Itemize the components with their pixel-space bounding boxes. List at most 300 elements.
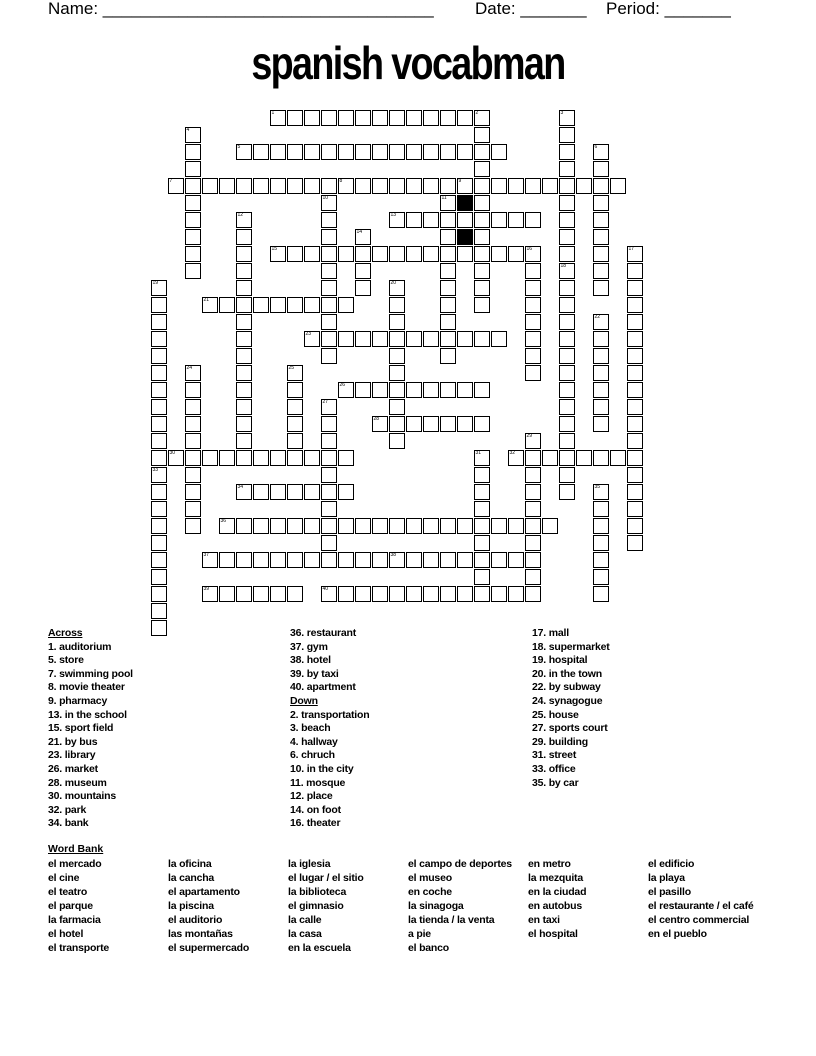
crossword-cell[interactable] <box>321 586 337 602</box>
crossword-cell[interactable] <box>151 314 167 330</box>
crossword-cell[interactable] <box>185 212 201 228</box>
crossword-cell[interactable] <box>406 178 422 194</box>
crossword-cell[interactable] <box>406 552 422 568</box>
crossword-cell[interactable] <box>525 178 541 194</box>
crossword-cell[interactable] <box>253 484 269 500</box>
crossword-cell[interactable] <box>287 484 303 500</box>
crossword-cell[interactable] <box>151 433 167 449</box>
crossword-cell[interactable] <box>559 382 575 398</box>
crossword-cell[interactable] <box>559 127 575 143</box>
crossword-cell[interactable] <box>185 229 201 245</box>
crossword-cell[interactable] <box>559 365 575 381</box>
crossword-cell[interactable] <box>355 246 371 262</box>
crossword-cell[interactable] <box>474 518 490 534</box>
crossword-cell[interactable] <box>389 416 405 432</box>
crossword-cell[interactable] <box>321 399 337 415</box>
crossword-cell[interactable] <box>236 484 252 500</box>
crossword-cell[interactable] <box>389 246 405 262</box>
crossword-cell[interactable] <box>321 110 337 126</box>
crossword-cell[interactable] <box>321 314 337 330</box>
crossword-cell[interactable] <box>219 297 235 313</box>
crossword-cell[interactable] <box>423 586 439 602</box>
crossword-cell[interactable] <box>338 297 354 313</box>
crossword-cell[interactable] <box>423 212 439 228</box>
crossword-cell[interactable] <box>321 467 337 483</box>
crossword-cell[interactable] <box>253 297 269 313</box>
crossword-cell[interactable] <box>236 399 252 415</box>
crossword-cell[interactable] <box>151 331 167 347</box>
crossword-cell[interactable] <box>236 382 252 398</box>
crossword-cell[interactable] <box>236 416 252 432</box>
crossword-cell[interactable] <box>593 280 609 296</box>
crossword-cell[interactable] <box>168 178 184 194</box>
crossword-cell[interactable] <box>593 212 609 228</box>
crossword-cell[interactable] <box>610 450 626 466</box>
crossword-cell[interactable] <box>355 552 371 568</box>
crossword-cell[interactable] <box>440 297 456 313</box>
crossword-cell[interactable] <box>593 348 609 364</box>
crossword-cell[interactable] <box>219 178 235 194</box>
crossword-cell[interactable] <box>508 450 524 466</box>
crossword-cell[interactable] <box>474 586 490 602</box>
crossword-cell[interactable] <box>440 246 456 262</box>
crossword-cell[interactable] <box>440 110 456 126</box>
crossword-cell[interactable] <box>321 280 337 296</box>
crossword-cell[interactable] <box>304 331 320 347</box>
date-field-label[interactable]: Date: _______ <box>475 0 587 18</box>
crossword-cell[interactable] <box>508 552 524 568</box>
crossword-cell[interactable] <box>457 246 473 262</box>
crossword-cell[interactable] <box>287 518 303 534</box>
crossword-cell[interactable] <box>440 314 456 330</box>
crossword-cell[interactable] <box>406 110 422 126</box>
crossword-cell[interactable] <box>372 144 388 160</box>
crossword-cell[interactable] <box>593 229 609 245</box>
crossword-cell[interactable] <box>185 178 201 194</box>
crossword-cell[interactable] <box>236 212 252 228</box>
crossword-cell[interactable] <box>253 586 269 602</box>
crossword-cell[interactable] <box>593 518 609 534</box>
crossword-cell[interactable] <box>372 382 388 398</box>
crossword-cell[interactable] <box>372 416 388 432</box>
crossword-cell[interactable] <box>423 518 439 534</box>
crossword-cell[interactable] <box>627 263 643 279</box>
crossword-cell[interactable] <box>406 518 422 534</box>
crossword-cell[interactable] <box>355 382 371 398</box>
crossword-cell[interactable] <box>236 263 252 279</box>
crossword-cell[interactable] <box>474 501 490 517</box>
crossword-cell[interactable] <box>355 178 371 194</box>
crossword-cell[interactable] <box>287 246 303 262</box>
crossword-cell[interactable] <box>559 484 575 500</box>
crossword-cell[interactable] <box>440 229 456 245</box>
crossword-cell[interactable] <box>185 416 201 432</box>
crossword-cell[interactable] <box>440 178 456 194</box>
crossword-cell[interactable] <box>593 331 609 347</box>
crossword-cell[interactable] <box>440 212 456 228</box>
crossword-cell[interactable] <box>593 552 609 568</box>
crossword-cell[interactable] <box>559 212 575 228</box>
crossword-cell[interactable] <box>440 586 456 602</box>
crossword-cell[interactable] <box>270 552 286 568</box>
crossword-cell[interactable] <box>559 195 575 211</box>
crossword-cell[interactable] <box>219 450 235 466</box>
crossword-cell[interactable] <box>627 399 643 415</box>
crossword-cell[interactable] <box>338 382 354 398</box>
crossword-cell[interactable] <box>423 144 439 160</box>
crossword-cell[interactable] <box>321 331 337 347</box>
crossword-cell[interactable] <box>440 280 456 296</box>
crossword-cell[interactable] <box>474 212 490 228</box>
crossword-cell[interactable] <box>542 450 558 466</box>
name-field-label[interactable]: Name: ___________________________________ <box>48 0 434 18</box>
crossword-cell[interactable] <box>559 246 575 262</box>
crossword-cell[interactable] <box>491 178 507 194</box>
crossword-cell[interactable] <box>406 246 422 262</box>
crossword-cell[interactable] <box>525 331 541 347</box>
crossword-cell[interactable] <box>559 467 575 483</box>
crossword-cell[interactable] <box>491 246 507 262</box>
crossword-cell[interactable] <box>202 297 218 313</box>
crossword-cell[interactable] <box>440 382 456 398</box>
crossword-cell[interactable] <box>457 212 473 228</box>
crossword-cell[interactable] <box>321 518 337 534</box>
crossword-cell[interactable] <box>406 331 422 347</box>
crossword-cell[interactable] <box>304 450 320 466</box>
crossword-cell[interactable] <box>168 450 184 466</box>
crossword-cell[interactable] <box>474 484 490 500</box>
crossword-cell[interactable] <box>440 416 456 432</box>
crossword-cell[interactable] <box>389 399 405 415</box>
crossword-cell[interactable] <box>151 467 167 483</box>
crossword-cell[interactable] <box>219 518 235 534</box>
crossword-cell[interactable] <box>372 110 388 126</box>
crossword-cell[interactable] <box>304 518 320 534</box>
crossword-cell[interactable] <box>593 195 609 211</box>
crossword-cell[interactable] <box>185 246 201 262</box>
crossword-cell[interactable] <box>627 467 643 483</box>
crossword-cell[interactable] <box>627 314 643 330</box>
crossword-cell[interactable] <box>508 212 524 228</box>
crossword-cell[interactable] <box>576 178 592 194</box>
crossword-cell[interactable] <box>593 416 609 432</box>
crossword-cell[interactable] <box>525 569 541 585</box>
crossword-cell[interactable] <box>559 348 575 364</box>
crossword-cell[interactable] <box>372 246 388 262</box>
crossword-cell[interactable] <box>236 178 252 194</box>
crossword-cell[interactable] <box>270 450 286 466</box>
crossword-cell[interactable] <box>236 552 252 568</box>
crossword-cell[interactable] <box>559 450 575 466</box>
crossword-cell[interactable] <box>474 331 490 347</box>
crossword-cell[interactable] <box>287 552 303 568</box>
crossword-cell[interactable] <box>440 263 456 279</box>
crossword-cell[interactable] <box>185 450 201 466</box>
crossword-cell[interactable] <box>423 110 439 126</box>
crossword-cell[interactable] <box>321 450 337 466</box>
crossword-cell[interactable] <box>151 365 167 381</box>
crossword-cell[interactable] <box>185 127 201 143</box>
crossword-cell[interactable] <box>338 144 354 160</box>
crossword-cell[interactable] <box>287 144 303 160</box>
crossword-cell[interactable] <box>440 552 456 568</box>
crossword-cell[interactable] <box>457 552 473 568</box>
crossword-cell[interactable] <box>253 144 269 160</box>
crossword-cell[interactable] <box>185 365 201 381</box>
crossword-cell[interactable] <box>287 586 303 602</box>
crossword-cell[interactable] <box>627 348 643 364</box>
crossword-cell[interactable] <box>338 552 354 568</box>
crossword-cell[interactable] <box>525 365 541 381</box>
crossword-cell[interactable] <box>321 348 337 364</box>
crossword-cell[interactable] <box>389 331 405 347</box>
crossword-cell[interactable] <box>355 229 371 245</box>
crossword-cell[interactable] <box>593 314 609 330</box>
crossword-cell[interactable] <box>185 382 201 398</box>
crossword-cell[interactable] <box>151 535 167 551</box>
crossword-cell[interactable] <box>406 212 422 228</box>
crossword-cell[interactable] <box>423 416 439 432</box>
crossword-cell[interactable] <box>559 433 575 449</box>
crossword-cell[interactable] <box>321 229 337 245</box>
crossword-cell[interactable] <box>576 450 592 466</box>
crossword-cell[interactable] <box>321 297 337 313</box>
crossword-cell[interactable] <box>508 518 524 534</box>
crossword-cell[interactable] <box>423 246 439 262</box>
crossword-cell[interactable] <box>491 518 507 534</box>
crossword-cell[interactable] <box>474 569 490 585</box>
crossword-cell[interactable] <box>474 178 490 194</box>
crossword-cell[interactable] <box>457 178 473 194</box>
crossword-cell[interactable] <box>474 280 490 296</box>
crossword-cell[interactable] <box>355 110 371 126</box>
crossword-cell[interactable] <box>321 416 337 432</box>
crossword-cell[interactable] <box>474 246 490 262</box>
crossword-cell[interactable] <box>542 178 558 194</box>
crossword-cell[interactable] <box>355 331 371 347</box>
crossword-cell[interactable] <box>389 586 405 602</box>
crossword-cell[interactable] <box>627 246 643 262</box>
crossword-cell[interactable] <box>525 450 541 466</box>
crossword-cell[interactable] <box>389 518 405 534</box>
crossword-cell[interactable] <box>627 501 643 517</box>
crossword-cell[interactable] <box>559 331 575 347</box>
crossword-cell[interactable] <box>559 297 575 313</box>
crossword-cell[interactable] <box>236 586 252 602</box>
crossword-cell[interactable] <box>185 467 201 483</box>
crossword-cell[interactable] <box>321 195 337 211</box>
crossword-cell[interactable] <box>270 518 286 534</box>
crossword-cell[interactable] <box>321 212 337 228</box>
crossword-cell[interactable] <box>474 382 490 398</box>
crossword-cell[interactable] <box>593 535 609 551</box>
crossword-cell[interactable] <box>270 246 286 262</box>
crossword-cell[interactable] <box>559 399 575 415</box>
crossword-cell[interactable] <box>508 246 524 262</box>
crossword-cell[interactable] <box>406 586 422 602</box>
crossword-cell[interactable] <box>270 297 286 313</box>
crossword-cell[interactable] <box>627 450 643 466</box>
crossword-cell[interactable] <box>389 552 405 568</box>
crossword-cell[interactable] <box>185 484 201 500</box>
crossword-cell[interactable] <box>525 212 541 228</box>
crossword-cell[interactable] <box>185 433 201 449</box>
crossword-cell[interactable] <box>610 178 626 194</box>
crossword-cell[interactable] <box>355 280 371 296</box>
crossword-cell[interactable] <box>236 144 252 160</box>
crossword-cell[interactable] <box>627 484 643 500</box>
crossword-cell[interactable] <box>287 416 303 432</box>
crossword-cell[interactable] <box>491 331 507 347</box>
crossword-cell[interactable] <box>457 382 473 398</box>
crossword-cell[interactable] <box>151 297 167 313</box>
crossword-cell[interactable] <box>440 518 456 534</box>
crossword-cell[interactable] <box>457 331 473 347</box>
crossword-cell[interactable] <box>457 416 473 432</box>
crossword-cell[interactable] <box>236 246 252 262</box>
crossword-cell[interactable] <box>593 569 609 585</box>
crossword-cell[interactable] <box>593 263 609 279</box>
crossword-cell[interactable] <box>372 331 388 347</box>
crossword-cell[interactable] <box>457 586 473 602</box>
crossword-cell[interactable] <box>236 348 252 364</box>
crossword-cell[interactable] <box>440 144 456 160</box>
crossword-cell[interactable] <box>321 552 337 568</box>
crossword-cell[interactable] <box>474 467 490 483</box>
crossword-cell[interactable] <box>151 450 167 466</box>
crossword-cell[interactable] <box>593 586 609 602</box>
crossword-cell[interactable] <box>474 110 490 126</box>
crossword-cell[interactable] <box>525 348 541 364</box>
crossword-cell[interactable] <box>270 484 286 500</box>
crossword-cell[interactable] <box>593 450 609 466</box>
crossword-cell[interactable] <box>627 280 643 296</box>
crossword-cell[interactable] <box>236 314 252 330</box>
crossword-cell[interactable] <box>474 416 490 432</box>
crossword-cell[interactable] <box>491 144 507 160</box>
crossword-cell[interactable] <box>338 484 354 500</box>
crossword-cell[interactable] <box>525 433 541 449</box>
crossword-cell[interactable] <box>389 178 405 194</box>
crossword-cell[interactable] <box>542 518 558 534</box>
crossword-cell[interactable] <box>474 127 490 143</box>
crossword-cell[interactable] <box>355 144 371 160</box>
crossword-cell[interactable] <box>338 586 354 602</box>
crossword-cell[interactable] <box>304 110 320 126</box>
crossword-cell[interactable] <box>304 552 320 568</box>
crossword-cell[interactable] <box>389 297 405 313</box>
crossword-cell[interactable] <box>559 161 575 177</box>
crossword-cell[interactable] <box>627 331 643 347</box>
crossword-cell[interactable] <box>372 518 388 534</box>
crossword-cell[interactable] <box>525 280 541 296</box>
crossword-cell[interactable] <box>440 195 456 211</box>
crossword-cell[interactable] <box>304 297 320 313</box>
crossword-cell[interactable] <box>338 246 354 262</box>
crossword-cell[interactable] <box>185 518 201 534</box>
crossword-cell[interactable] <box>151 603 167 619</box>
crossword-cell[interactable] <box>559 178 575 194</box>
crossword-cell[interactable] <box>508 586 524 602</box>
crossword-cell[interactable] <box>474 552 490 568</box>
crossword-cell[interactable] <box>321 246 337 262</box>
crossword-cell[interactable] <box>151 399 167 415</box>
crossword-cell[interactable] <box>457 518 473 534</box>
crossword-cell[interactable] <box>236 297 252 313</box>
crossword-cell[interactable] <box>593 161 609 177</box>
crossword-cell[interactable] <box>627 433 643 449</box>
crossword-cell[interactable] <box>440 348 456 364</box>
crossword-cell[interactable] <box>355 263 371 279</box>
crossword-cell[interactable] <box>338 518 354 534</box>
crossword-cell[interactable] <box>287 297 303 313</box>
crossword-cell[interactable] <box>253 178 269 194</box>
crossword-cell[interactable] <box>270 178 286 194</box>
crossword-cell[interactable] <box>406 416 422 432</box>
crossword-cell[interactable] <box>474 229 490 245</box>
crossword-cell[interactable] <box>321 178 337 194</box>
crossword-cell[interactable] <box>287 365 303 381</box>
crossword-cell[interactable] <box>185 195 201 211</box>
crossword-cell[interactable] <box>525 501 541 517</box>
crossword-cell[interactable] <box>151 569 167 585</box>
crossword-cell[interactable] <box>287 382 303 398</box>
crossword-cell[interactable] <box>321 535 337 551</box>
crossword-cell[interactable] <box>525 246 541 262</box>
crossword-cell[interactable] <box>627 382 643 398</box>
crossword-cell[interactable] <box>236 450 252 466</box>
crossword-cell[interactable] <box>287 433 303 449</box>
crossword-cell[interactable] <box>219 552 235 568</box>
crossword-cell[interactable] <box>338 110 354 126</box>
crossword-cell[interactable] <box>593 144 609 160</box>
crossword-cell[interactable] <box>389 433 405 449</box>
crossword-cell[interactable] <box>423 382 439 398</box>
crossword-cell[interactable] <box>219 586 235 602</box>
crossword-cell[interactable] <box>389 314 405 330</box>
crossword-cell[interactable] <box>508 178 524 194</box>
crossword-cell[interactable] <box>151 416 167 432</box>
crossword-cell[interactable] <box>525 518 541 534</box>
crossword-cell[interactable] <box>185 263 201 279</box>
crossword-cell[interactable] <box>338 331 354 347</box>
crossword-cell[interactable] <box>440 331 456 347</box>
crossword-cell[interactable] <box>304 484 320 500</box>
crossword-cell[interactable] <box>423 552 439 568</box>
crossword-cell[interactable] <box>525 535 541 551</box>
crossword-cell[interactable] <box>321 433 337 449</box>
crossword-cell[interactable] <box>406 144 422 160</box>
crossword-cell[interactable] <box>287 110 303 126</box>
crossword-cell[interactable] <box>236 518 252 534</box>
period-field-label[interactable]: Period: _______ <box>606 0 731 18</box>
crossword-cell[interactable] <box>474 195 490 211</box>
crossword-cell[interactable] <box>253 552 269 568</box>
crossword-cell[interactable] <box>559 280 575 296</box>
crossword-cell[interactable] <box>389 348 405 364</box>
crossword-cell[interactable] <box>253 450 269 466</box>
crossword-cell[interactable] <box>304 144 320 160</box>
crossword-cell[interactable] <box>627 416 643 432</box>
crossword-cell[interactable] <box>338 178 354 194</box>
crossword-cell[interactable] <box>151 280 167 296</box>
crossword-cell[interactable] <box>236 331 252 347</box>
crossword-cell[interactable] <box>593 484 609 500</box>
crossword-cell[interactable] <box>457 110 473 126</box>
crossword-cell[interactable] <box>372 552 388 568</box>
crossword-cell[interactable] <box>236 280 252 296</box>
crossword-cell[interactable] <box>202 586 218 602</box>
